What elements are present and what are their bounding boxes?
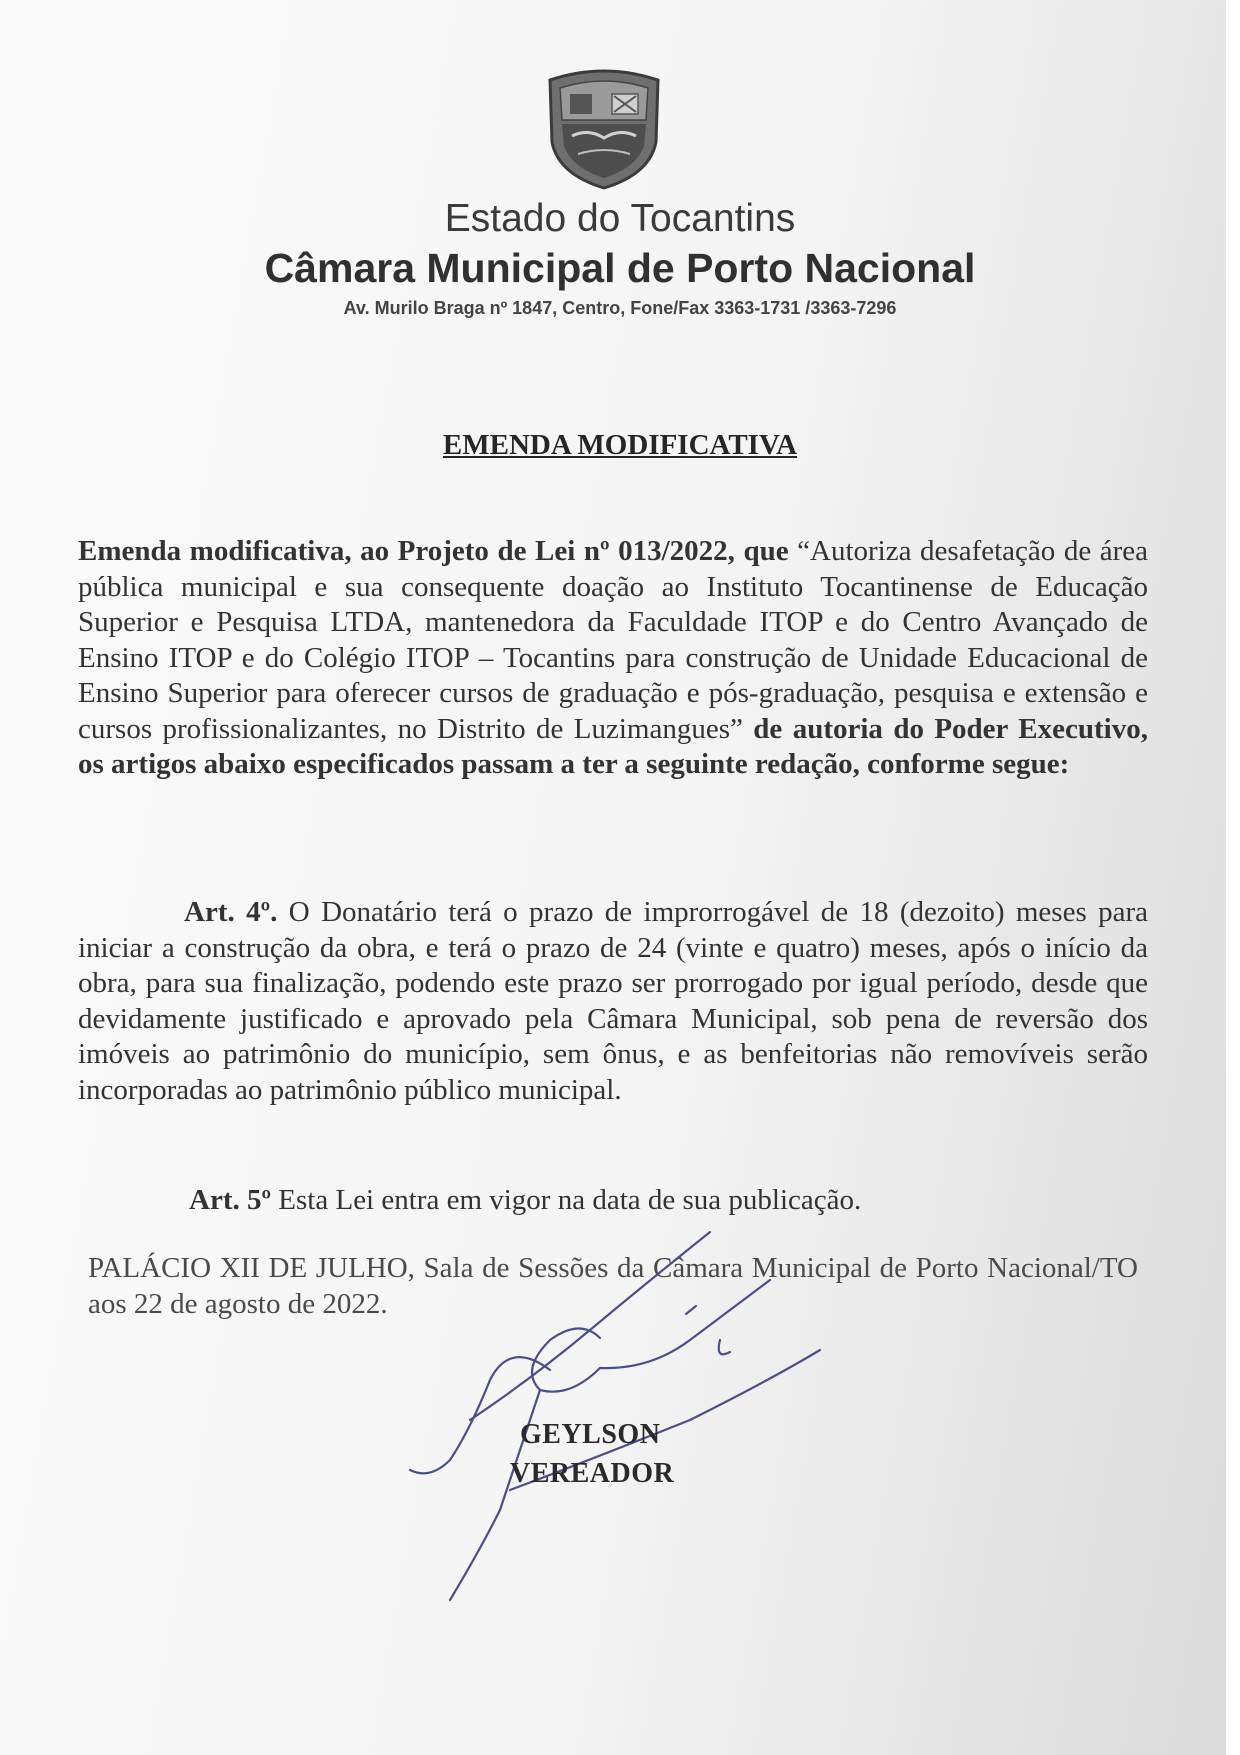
article-5 [78, 1183, 1148, 1219]
page-edge [1226, 0, 1240, 1755]
amendment-intro [78, 534, 1148, 783]
chamber-name: Câmara Municipal de Porto Nacional [264, 245, 976, 291]
article-4 [78, 895, 1148, 1108]
signer-role: VEREADOR [510, 1458, 675, 1489]
closing-place-date: PALÁCIO XII DE JULHO, Sala de Sessões da Câmara Municipal de Porto Nacional/TO aos 22 de agosto de 2022. [88, 1252, 1138, 1320]
municipal-crest-icon [540, 62, 668, 190]
article-4-text: O Donatário terá o prazo de improrrogável de 18 (dezoito) meses para iniciar a construção da obra, e terá o prazo de 24 (vinte e quatro) meses, após o início da obra, para sua finalização, podendo este prazo ser prorrogado por igual período, desde que devidamente justificado e aprovado pela Câmara Municipal, sob pena de reversão dos imóveis ao patrimônio do município, sem ônus, e as benfeitorias não removíveis serão incorporadas ao patrimônio público municipal. [78, 896, 1148, 1106]
state-name: Estado do Tocantins [444, 197, 796, 240]
chamber-address: Av. Murilo Braga nº 1847, Centro, Fone/Fax 3363-1731 /3363-7296 [343, 298, 897, 318]
article-5-text: Esta Lei entra em vigor na data de sua publicação. [278, 1184, 862, 1216]
intro-tail: de autoria do Poder Executivo, os artigos abaixo especificados passam a ter a seguinte redação, conforme segue: [78, 712, 1148, 780]
document-title: EMENDA MODIFICATIVA [442, 429, 798, 461]
article-4-label: Art. 4º. [184, 896, 278, 928]
intro-lead: Emenda modificativa, ao Projeto de Lei nº 013/2022, que [78, 535, 789, 567]
article-5-label: Art. 5º [189, 1184, 272, 1216]
bill-quote: “Autoriza desafetação de área pública municipal e sua consequente doação ao Instituto Tocantinense de Educação Superior e Pesquisa LTDA, mantenedora da Faculdade ITOP e do Centro Avançado de Ensino ITOP e do Colégio ITOP – Tocantins para construção de Unidade Educacional de Ensino Superior para oferecer cursos de graduação e pós-graduação, pesquisa e extensão e cursos profissionalizantes, no Distrito de Luzimangues” [78, 535, 1149, 745]
signer-name: GEYLSON [520, 1419, 661, 1450]
